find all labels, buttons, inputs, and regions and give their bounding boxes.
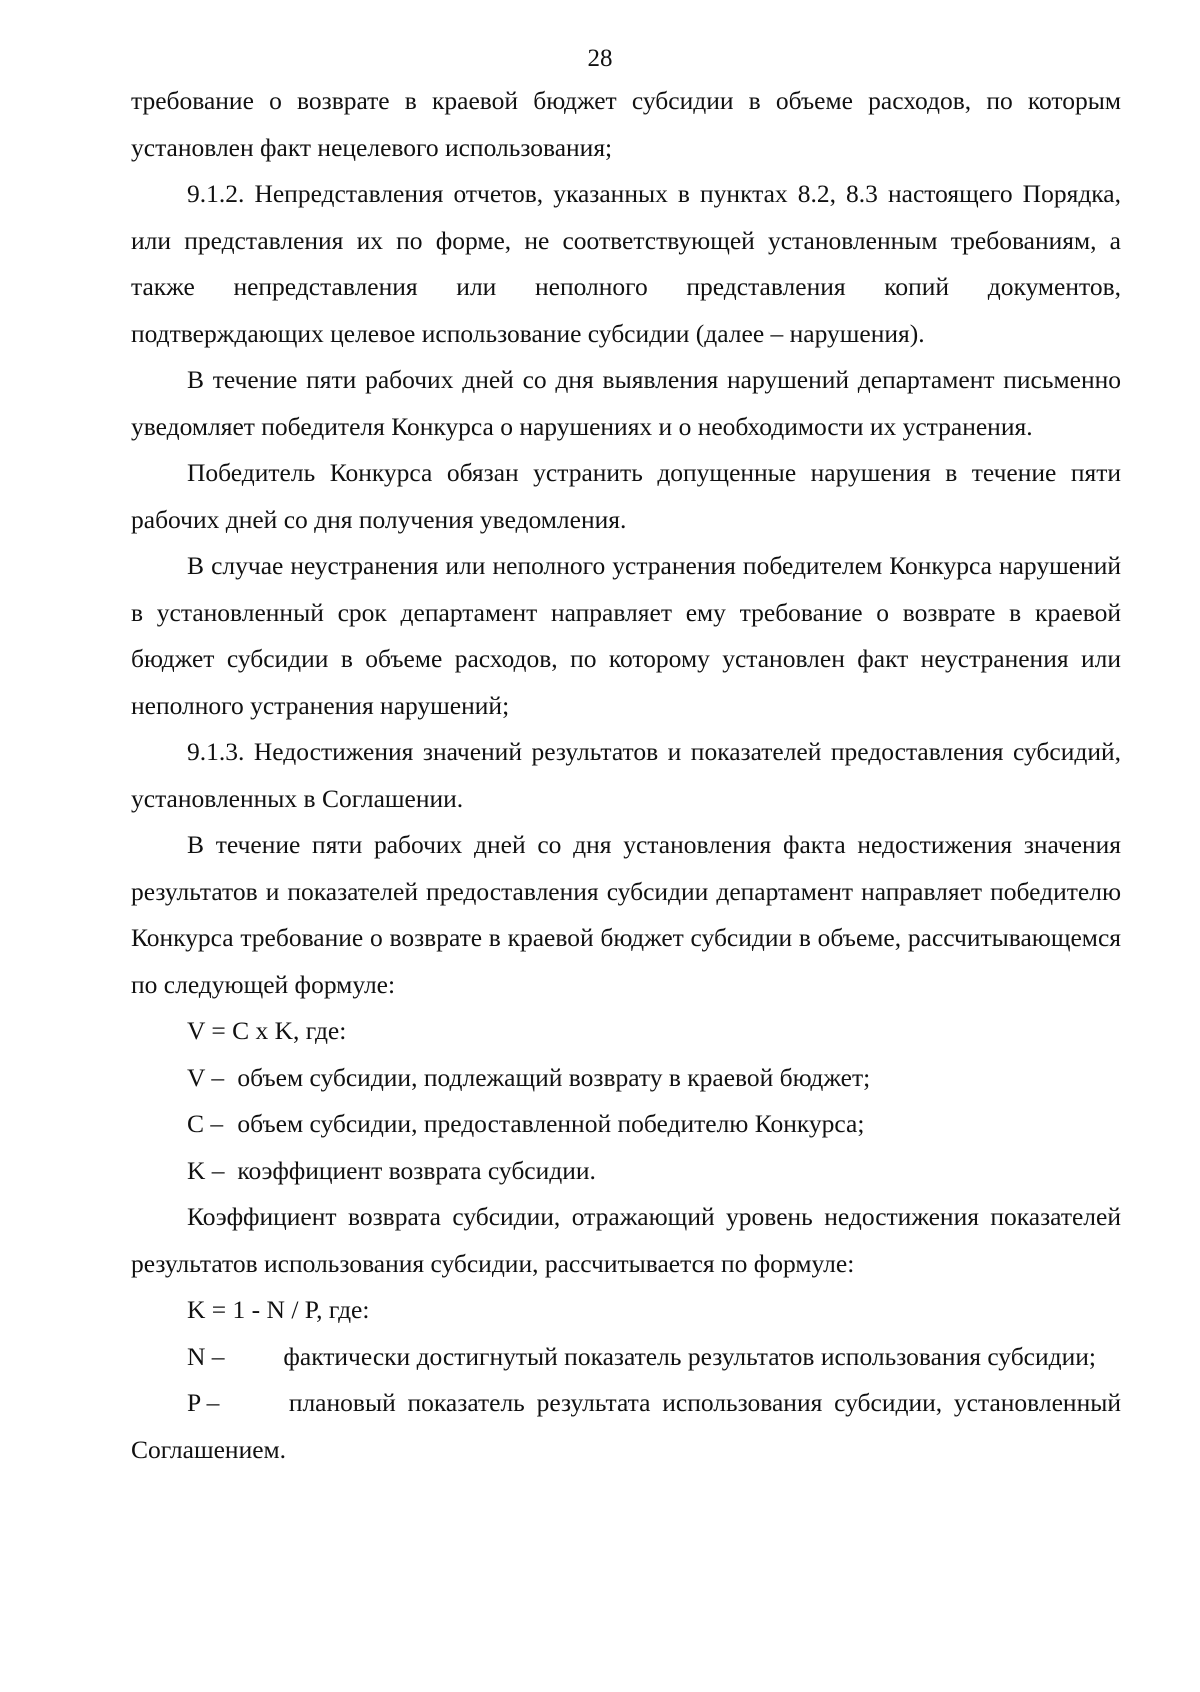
- definition-k: [131, 1148, 1121, 1195]
- definition-text: плановый показатель результата использования субсидии, установленный Соглашением.: [131, 1388, 1121, 1464]
- formula-k: K = 1 - N / P, где:: [187, 1295, 370, 1324]
- document-body: [131, 78, 1121, 1473]
- definition-v: [131, 1055, 1121, 1102]
- page-number: 28: [587, 45, 613, 72]
- definition-symbol: С –: [187, 1109, 224, 1138]
- definition-text: объем субсидии, подлежащий возврату в краевой бюджет;: [237, 1062, 871, 1092]
- definition-symbol: P –: [187, 1388, 220, 1417]
- paragraph-coefficient: Коэффициент возврата субсидии, отражающий уровень недостижения показателей результатов использования субсидии, рассчитывается по формуле:: [131, 1202, 1121, 1278]
- definition-text: фактически достигнутый показатель результатов использования субсидии;: [283, 1341, 1097, 1371]
- paragraph-continuation: требование о возврате в краевой бюджет субсидии в объеме расходов, по которым установлен факт нецелевого использования;: [131, 86, 1121, 162]
- paragraph-9-1-2: 9.1.2. Непредставления отчетов, указанных в пунктах 8.2, 8.3 настоящего Порядка, или представления их по форме, не соответствующей установленным требованиям, а также непредставления или неполного представления копий документов, подтверждающих целевое использование субсидии (далее – нарушения).: [131, 179, 1121, 348]
- paragraph-return-requirement: В течение пяти рабочих дней со дня установления факта недостижения значения результатов и показателей предоставления субсидии департамент направляет победителю Конкурса требование о возврате в краевой бюджет субсидии в объеме, рассчитывающемся по следующей формуле:: [131, 830, 1121, 999]
- definition-symbol: V –: [187, 1062, 225, 1092]
- definition-symbol: K –: [187, 1155, 225, 1185]
- paragraph-9-1-3: 9.1.3. Недостижения значений результатов и показателей предоставления субсидий, установленных в Соглашении.: [131, 737, 1121, 813]
- definition-text: объем субсидии, предоставленной победителю Конкурса;: [237, 1109, 865, 1138]
- definition-p: [131, 1380, 1121, 1473]
- paragraph-non-elimination: В случае неустранения или неполного устранения победителем Конкурса нарушений в установленный срок департамент направляет ему требование о возврате в краевой бюджет субсидии в объеме расходов, по которому установлен факт неустранения или неполного устранения нарушений;: [131, 551, 1121, 720]
- paragraph-notification: В течение пяти рабочих дней со дня выявления нарушений департамент письменно уведомляет победителя Конкурса о нарушениях и о необходимости их устранения.: [131, 365, 1121, 441]
- definition-n: [131, 1334, 1121, 1381]
- definition-c: [131, 1101, 1121, 1148]
- paragraph-winner-obligation: Победитель Конкурса обязан устранить допущенные нарушения в течение пяти рабочих дней со дня получения уведомления.: [131, 458, 1121, 534]
- formula-v: V = С x K, где:: [187, 1016, 347, 1045]
- definition-symbol: N –: [187, 1341, 225, 1371]
- definition-text: коэффициент возврата субсидии.: [237, 1155, 596, 1185]
